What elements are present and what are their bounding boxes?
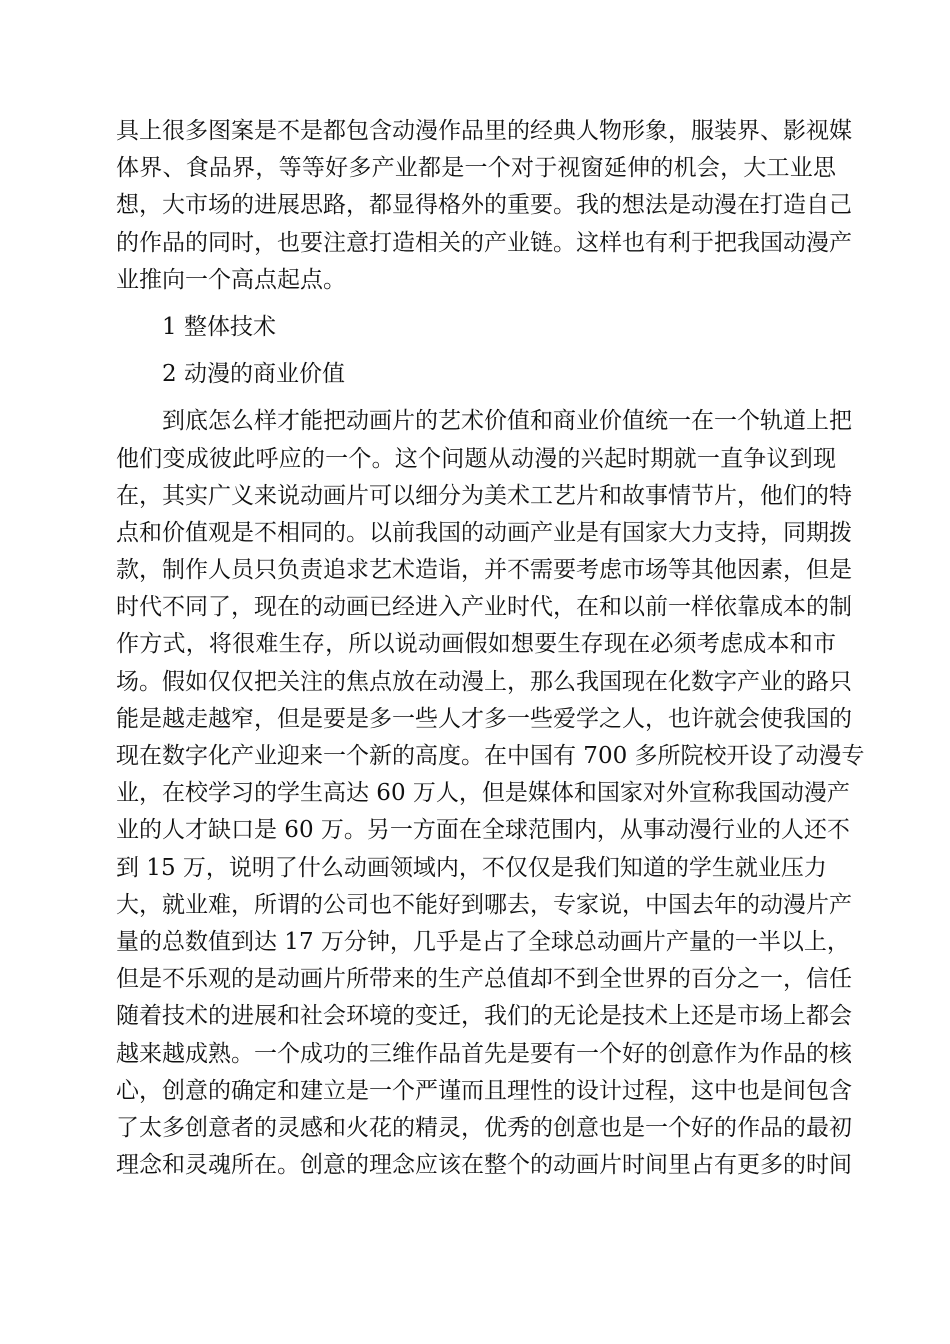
section-heading-1: 1 整体技术 bbox=[162, 313, 276, 340]
text-line: 想，大市场的进展思路，都显得格外的重要。我的想法是动漫在打造自己 bbox=[116, 192, 852, 219]
text-line: 但是不乐观的是动画片所带来的生产总值却不到全世界的百分之一，信任 bbox=[116, 966, 852, 993]
text-line: 到底怎么样才能把动画片的艺术价值和商业价值统一在一个轨道上把 bbox=[162, 408, 852, 435]
text-line: 理念和灵魂所在。创意的理念应该在整个的动画片时间里占有更多的时间 bbox=[116, 1152, 852, 1179]
text-line: 随着技术的进展和社会环境的变迁，我们的无论是技术上还是市场上都会 bbox=[116, 1003, 852, 1030]
text-line: 时代不同了，现在的动画已经进入产业时代，在和以前一样依靠成本的制 bbox=[116, 594, 852, 621]
text-line: 业，在校学习的学生高达 60 万人，但是媒体和国家对外宣称我国动漫产 bbox=[116, 780, 850, 807]
text-line: 款，制作人员只负责追求艺术造诣，并不需要考虑市场等其他因素，但是 bbox=[116, 557, 852, 584]
text-line: 量的总数值到达 17 万分钟，几乎是占了全球总动画片产量的一半以上， bbox=[116, 928, 850, 955]
text-line: 他们变成彼此呼应的一个。这个问题从动漫的兴起时期就一直争议到现 bbox=[116, 445, 836, 472]
document-page bbox=[116, 113, 865, 1184]
text-line: 越来越成熟。一个成功的三维作品首先是要有一个好的创意作为作品的核 bbox=[116, 1040, 852, 1067]
text-line: 心，创意的确定和建立是一个严谨而且理性的设计过程，这中也是间包含 bbox=[116, 1077, 852, 1104]
text-line: 场。假如仅仅把关注的焦点放在动漫上，那么我国现在化数字产业的路只 bbox=[116, 668, 852, 695]
text-line: 的作品的同时，也要注意打造相关的产业链。这样也有利于把我国动漫产 bbox=[116, 229, 852, 256]
text-line: 业的人才缺口是 60 万。另一方面在全球范围内，从事动漫行业的人还不 bbox=[116, 817, 850, 844]
text-line: 大，就业难，所谓的公司也不能好到哪去，专家说，中国去年的动漫片产 bbox=[116, 891, 852, 918]
text-line: 点和价值观是不相同的。以前我国的动画产业是有国家大力支持，同期拨 bbox=[116, 519, 852, 546]
text-line: 业推向一个高点起点。 bbox=[116, 266, 346, 293]
text-line: 能是越走越窄，但是要是多一些人才多一些爱学之人，也许就会使我国的 bbox=[116, 705, 852, 732]
section-heading-2: 2 动漫的商业价值 bbox=[162, 361, 345, 388]
text-line: 体界、食品界，等等好多产业都是一个对于视窗延伸的机会，大工业思 bbox=[116, 155, 836, 182]
text-line: 作方式，将很难生存，所以说动画假如想要生存现在必须考虑成本和市 bbox=[116, 631, 836, 658]
paragraph-continuation bbox=[116, 113, 852, 299]
text-line: 了太多创意者的灵感和火花的精灵，优秀的创意也是一个好的作品的最初 bbox=[116, 1114, 852, 1141]
text-line: 到 15 万，说明了什么动画领域内，不仅仅是我们知道的学生就业压力 bbox=[116, 854, 827, 881]
text-line: 在，其实广义来说动画片可以细分为美术工艺片和故事情节片，他们的特 bbox=[116, 482, 852, 509]
text-line: 具上很多图案是不是都包含动漫作品里的经典人物形象，服装界、影视媒 bbox=[116, 118, 852, 144]
paragraph-body bbox=[116, 403, 865, 1184]
text-line: 现在数字化产业迎来一个新的高度。在中国有 700 多所院校开设了动漫专 bbox=[116, 743, 865, 769]
